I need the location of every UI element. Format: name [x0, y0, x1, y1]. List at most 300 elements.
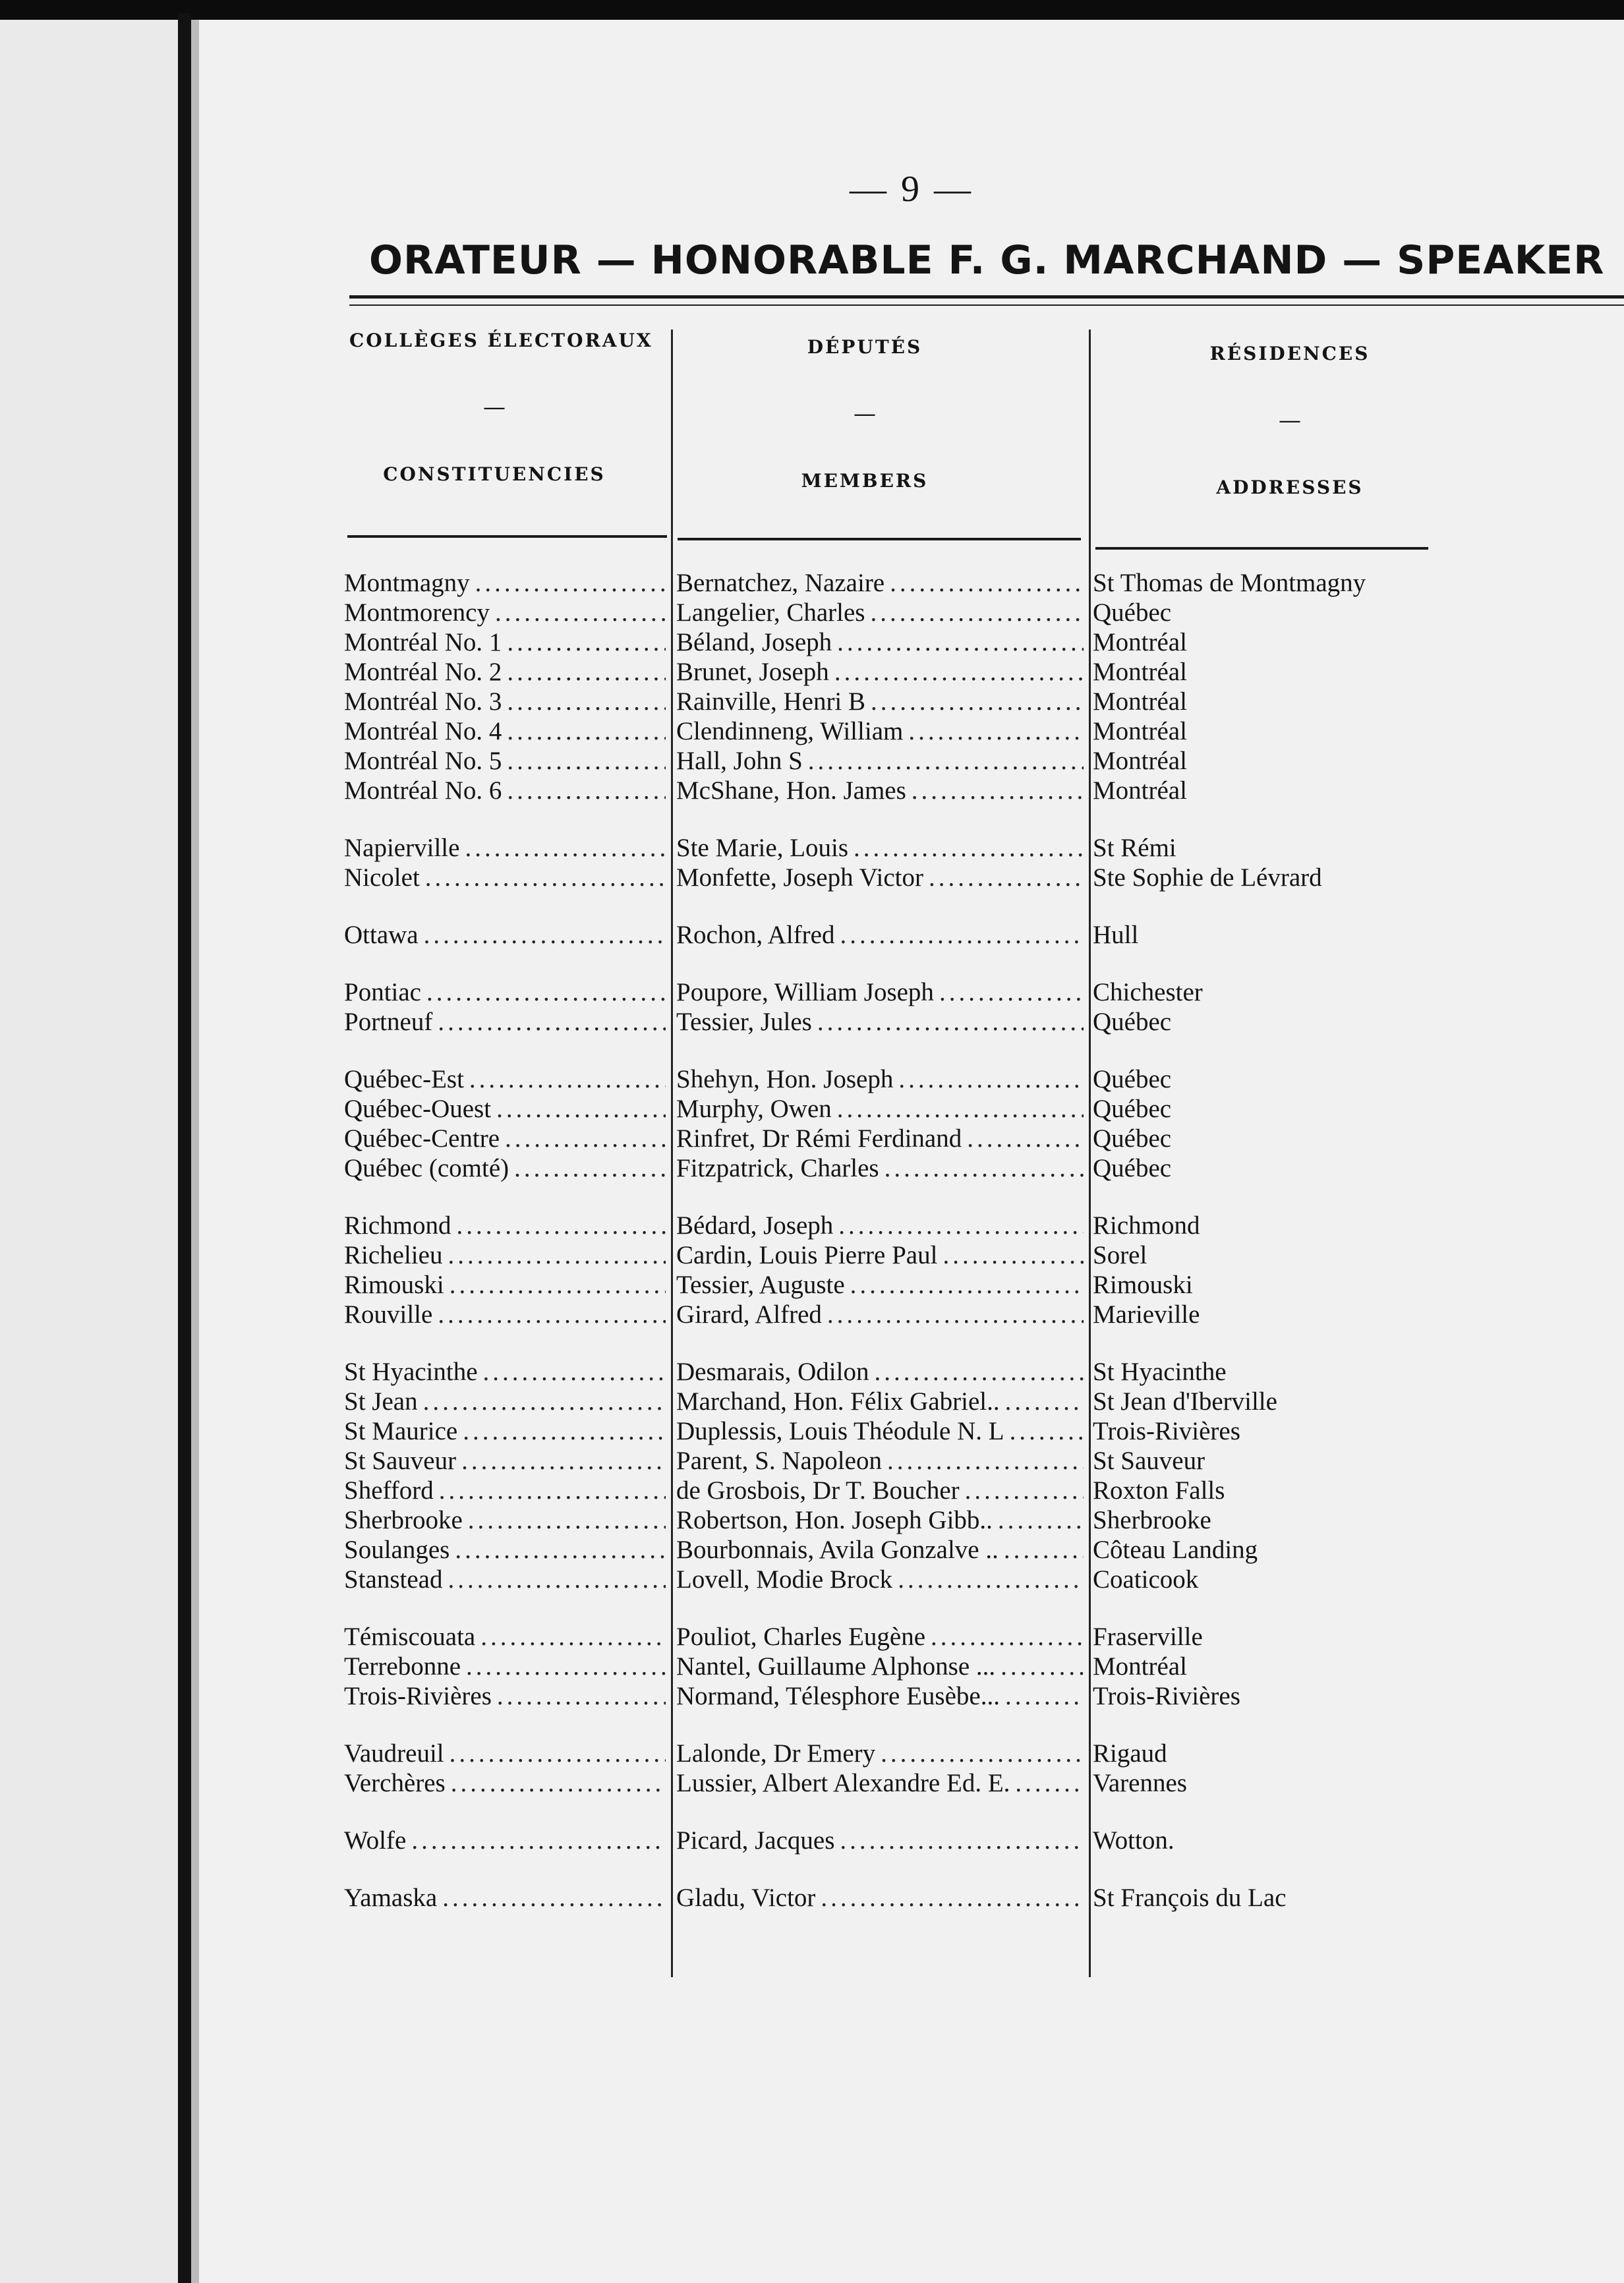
residence-cell-text: Québec — [1093, 1154, 1172, 1182]
member-cell-text: Tessier, Auguste — [676, 1271, 845, 1299]
residence-cell-text: Wotton. — [1093, 1826, 1174, 1855]
leader-dots — [507, 687, 666, 716]
residence-cell-text: St François du Lac — [1093, 1884, 1287, 1912]
constituencies-column — [344, 568, 666, 1913]
member-cell — [676, 1387, 1084, 1416]
member-cell — [676, 1357, 1084, 1387]
member-cell — [676, 1826, 1084, 1855]
residence-cell-text: Trois-Rivières — [1093, 1417, 1240, 1445]
constituency-cell — [344, 1153, 666, 1183]
header-col3-fr: RÉSIDENCES — [1209, 343, 1370, 364]
leader-dots — [871, 687, 1084, 716]
residence-cell — [1093, 1124, 1554, 1153]
residence-cell — [1093, 687, 1554, 716]
member-cell-text: Girard, Alfred — [676, 1300, 822, 1329]
residence-cell — [1093, 1270, 1554, 1300]
residence-cell-text: St Sauveur — [1093, 1447, 1205, 1475]
member-cell — [676, 1505, 1084, 1535]
constituency-cell-text: Sherbrooke — [344, 1506, 463, 1534]
member-cell — [676, 1446, 1084, 1476]
member-cell — [676, 863, 1084, 892]
residence-cell — [1093, 920, 1554, 950]
member-cell — [676, 1622, 1084, 1652]
constituency-cell — [344, 598, 666, 627]
constituency-cell — [344, 1768, 666, 1798]
leader-dots — [483, 1357, 666, 1387]
constituency-cell — [344, 1387, 666, 1416]
leader-dots — [451, 1768, 666, 1798]
group-gap — [344, 1594, 666, 1622]
members-column — [676, 568, 1084, 1913]
group-gap — [1093, 1037, 1554, 1064]
constituency-cell-text: Québec-Ouest — [344, 1095, 492, 1123]
residence-cell — [1093, 657, 1554, 687]
member-cell — [676, 1535, 1084, 1565]
leader-dots — [834, 657, 1084, 687]
constituency-cell-text: Rouville — [344, 1300, 433, 1329]
residence-cell-text: Québec — [1093, 598, 1172, 627]
constituency-cell — [344, 1883, 666, 1913]
member-cell — [676, 1124, 1084, 1153]
residence-cell — [1093, 1357, 1554, 1387]
page-title: ORATEUR — HONORABLE F. G. MARCHAND — SPEAKER — [369, 237, 1605, 283]
header-constituencies — [349, 330, 653, 485]
header-col3-en: ADDRESSES — [1216, 477, 1364, 498]
leader-dots — [998, 1505, 1084, 1535]
member-cell-text: Robertson, Hon. Joseph Gibb.. — [676, 1506, 993, 1534]
group-gap — [676, 1594, 1084, 1622]
member-cell-text: Rinfret, Dr Rémi Ferdinand — [676, 1124, 962, 1153]
member-cell — [676, 977, 1084, 1007]
residence-cell-text: St Jean d'Iberville — [1093, 1387, 1277, 1416]
constituency-cell-text: Pontiac — [344, 978, 421, 1006]
leader-dots — [438, 1300, 666, 1329]
leader-dots — [424, 920, 666, 950]
leader-dots — [450, 1739, 666, 1768]
member-cell — [676, 627, 1084, 657]
constituency-cell — [344, 687, 666, 716]
constituency-cell-text: Vaudreuil — [344, 1739, 444, 1768]
leader-dots — [898, 1565, 1084, 1594]
residence-cell — [1093, 776, 1554, 805]
group-gap — [344, 892, 666, 920]
column-divider-2 — [1089, 330, 1091, 1977]
member-cell-text: Lovell, Modie Brock — [676, 1565, 893, 1594]
header-col1-en: CONSTITUENCIES — [383, 463, 606, 485]
constituency-cell-text: Terrebonne — [344, 1652, 461, 1681]
group-gap — [344, 1855, 666, 1883]
header-col2-en: MEMBERS — [801, 470, 929, 492]
leader-dots — [468, 1505, 666, 1535]
constituency-cell-text: Montréal No. 5 — [344, 747, 502, 775]
leader-dots — [426, 977, 666, 1007]
residence-cell — [1093, 1739, 1554, 1768]
member-cell-text: Ste Marie, Louis — [676, 834, 849, 862]
member-cell-text: Fitzpatrick, Charles — [676, 1154, 879, 1182]
member-cell — [676, 1565, 1084, 1594]
header-underline-3 — [1095, 547, 1428, 550]
residence-cell — [1093, 716, 1554, 746]
leader-dots — [965, 1476, 1084, 1505]
residence-cell-text: Ste Sophie de Lévrard — [1093, 863, 1322, 892]
residence-cell — [1093, 1565, 1554, 1594]
constituency-cell — [344, 1064, 666, 1094]
leader-dots — [439, 1476, 666, 1505]
leader-dots — [463, 1416, 666, 1446]
residence-cell — [1093, 1883, 1554, 1913]
leader-dots — [480, 1622, 666, 1652]
group-gap — [1093, 1329, 1554, 1357]
residence-cell-text: St Thomas de Montmagny — [1093, 569, 1366, 597]
leader-dots — [1000, 1652, 1084, 1681]
group-gap — [344, 1037, 666, 1064]
leader-dots — [411, 1826, 666, 1855]
residence-cell-text: Trois-Rivières — [1093, 1682, 1240, 1710]
member-cell-text: Cardin, Louis Pierre Paul — [676, 1241, 938, 1269]
header-col2-fr: DÉPUTÉS — [807, 336, 923, 358]
group-gap — [344, 1329, 666, 1357]
member-cell-text: Duplessis, Louis Théodule N. L — [676, 1417, 1004, 1445]
leader-dots — [505, 1124, 666, 1153]
book-gutter — [191, 20, 199, 2283]
member-cell — [676, 716, 1084, 746]
constituency-cell-text: Témiscouata — [344, 1623, 476, 1651]
constituency-cell-text: Montmagny — [344, 569, 470, 597]
residence-cell-text: Sherbrooke — [1093, 1506, 1211, 1534]
member-cell-text: Clendinneng, William — [676, 717, 904, 745]
constituency-cell — [344, 776, 666, 805]
member-cell-text: Rochon, Alfred — [676, 921, 835, 949]
title-rule-thin — [349, 304, 1624, 306]
header-col2-sep: — — [854, 401, 876, 427]
header-col3-sep: — — [1279, 407, 1301, 434]
constituency-cell — [344, 1652, 666, 1681]
leader-dots — [887, 1446, 1084, 1476]
member-cell — [676, 833, 1084, 863]
constituency-cell — [344, 1476, 666, 1505]
leader-dots — [1015, 1768, 1084, 1798]
residence-cell — [1093, 1768, 1554, 1798]
leader-dots — [507, 657, 666, 687]
document-page — [199, 20, 1624, 2283]
constituency-cell — [344, 833, 666, 863]
constituency-cell-text: Québec-Centre — [344, 1124, 500, 1153]
member-cell-text: Langelier, Charles — [676, 598, 865, 627]
residence-cell — [1093, 1622, 1554, 1652]
residence-cell-text: Québec — [1093, 1008, 1172, 1036]
group-gap — [344, 1183, 666, 1211]
leader-dots — [461, 1446, 666, 1476]
constituency-cell — [344, 1826, 666, 1855]
member-cell — [676, 1211, 1084, 1240]
leader-dots — [884, 1153, 1084, 1183]
constituency-cell-text: Trois-Rivières — [344, 1682, 492, 1710]
residence-cell — [1093, 1094, 1554, 1124]
constituency-cell — [344, 1211, 666, 1240]
residence-cell — [1093, 863, 1554, 892]
member-cell-text: Tessier, Jules — [676, 1008, 812, 1036]
member-cell — [676, 1739, 1084, 1768]
member-cell — [676, 657, 1084, 687]
member-cell — [676, 1153, 1084, 1183]
member-cell — [676, 1007, 1084, 1037]
constituency-cell-text: Montréal No. 3 — [344, 687, 502, 716]
residence-cell — [1093, 977, 1554, 1007]
constituency-cell-text: Montréal No. 2 — [344, 658, 502, 686]
leader-dots — [450, 1270, 666, 1300]
constituency-cell — [344, 1007, 666, 1037]
leader-dots — [931, 1622, 1084, 1652]
member-cell-text: McShane, Hon. James — [676, 776, 906, 805]
group-gap — [676, 1711, 1084, 1739]
group-gap — [1093, 1711, 1554, 1739]
group-gap — [1093, 1183, 1554, 1211]
column-divider-1 — [671, 330, 673, 1977]
leader-dots — [817, 1007, 1084, 1037]
member-cell — [676, 568, 1084, 598]
constituency-cell — [344, 657, 666, 687]
residence-cell — [1093, 1300, 1554, 1329]
leader-dots — [967, 1124, 1084, 1153]
member-cell — [676, 598, 1084, 627]
leader-dots — [808, 746, 1084, 776]
leader-dots — [942, 1240, 1084, 1270]
member-cell-text: Normand, Télesphore Eusèbe... — [676, 1682, 1000, 1710]
constituency-cell-text: St Hyacinthe — [344, 1358, 478, 1386]
constituency-cell — [344, 1739, 666, 1768]
constituency-cell — [344, 627, 666, 657]
member-cell — [676, 1300, 1084, 1329]
group-gap — [1093, 805, 1554, 833]
residence-cell — [1093, 1064, 1554, 1094]
book-spine — [178, 13, 191, 2283]
constituency-cell — [344, 1300, 666, 1329]
member-cell — [676, 1240, 1084, 1270]
member-cell-text: Desmarais, Odilon — [676, 1358, 869, 1386]
constituency-cell-text: Yamaska — [344, 1884, 438, 1912]
residence-cell-text: Roxton Falls — [1093, 1476, 1225, 1505]
leader-dots — [840, 1826, 1084, 1855]
constituency-cell-text: Rimouski — [344, 1271, 444, 1299]
leader-dots — [425, 863, 666, 892]
constituency-cell-text: Montmorency — [344, 598, 490, 627]
member-cell-text: Poupore, William Joseph — [676, 978, 934, 1006]
residence-cell — [1093, 1153, 1554, 1183]
member-cell-text: Bédard, Joseph — [676, 1211, 834, 1240]
constituency-cell — [344, 1565, 666, 1594]
residence-cell-text: Hull — [1093, 921, 1139, 949]
leader-dots — [475, 568, 666, 598]
residence-cell-text: Québec — [1093, 1124, 1172, 1153]
residence-cell-text: Côteau Landing — [1093, 1536, 1258, 1564]
leader-dots — [939, 977, 1084, 1007]
leader-dots — [850, 1270, 1084, 1300]
residence-cell — [1093, 1387, 1554, 1416]
group-gap — [344, 1798, 666, 1826]
member-cell-text: Rainville, Henri B — [676, 687, 866, 716]
constituency-cell-text: Soulanges — [344, 1536, 450, 1564]
leader-dots — [854, 833, 1084, 863]
residence-cell-text: Varennes — [1093, 1769, 1187, 1797]
residence-cell-text: Montréal — [1093, 628, 1187, 656]
leader-dots — [438, 1007, 666, 1037]
group-gap — [676, 1329, 1084, 1357]
residence-cell-text: Québec — [1093, 1095, 1172, 1123]
leader-dots — [496, 1094, 666, 1124]
residence-cell — [1093, 1211, 1554, 1240]
leader-dots — [908, 716, 1084, 746]
residence-cell-text: Rimouski — [1093, 1271, 1193, 1299]
member-cell — [676, 1681, 1084, 1711]
leader-dots — [455, 1535, 666, 1565]
leader-dots — [1004, 1535, 1084, 1565]
constituency-cell — [344, 977, 666, 1007]
leader-dots — [1010, 1416, 1084, 1446]
group-gap — [344, 1711, 666, 1739]
constituency-cell — [344, 746, 666, 776]
member-cell — [676, 746, 1084, 776]
constituency-cell — [344, 1535, 666, 1565]
leader-dots — [840, 920, 1084, 950]
constituency-cell-text: Portneuf — [344, 1008, 433, 1036]
residence-cell — [1093, 568, 1554, 598]
page-number: — 9 — — [850, 169, 973, 210]
group-gap — [676, 1037, 1084, 1064]
member-cell — [676, 1094, 1084, 1124]
facing-page-edge — [0, 20, 178, 2283]
group-gap — [676, 950, 1084, 977]
group-gap — [1093, 1798, 1554, 1826]
residence-cell — [1093, 1681, 1554, 1711]
residence-cell-text: Coaticook — [1093, 1565, 1199, 1594]
member-cell — [676, 1064, 1084, 1094]
member-cell — [676, 920, 1084, 950]
member-cell-text: Pouliot, Charles Eugène — [676, 1623, 926, 1651]
member-cell-text: Bernatchez, Nazaire — [676, 569, 885, 597]
member-cell-text: Murphy, Owen — [676, 1095, 832, 1123]
leader-dots — [837, 1094, 1084, 1124]
residence-cell — [1093, 1476, 1554, 1505]
constituency-cell-text: St Maurice — [344, 1417, 458, 1445]
residence-cell — [1093, 1652, 1554, 1681]
constituency-cell-text: Montréal No. 1 — [344, 628, 502, 656]
residence-cell-text: Montréal — [1093, 658, 1187, 686]
leader-dots — [507, 776, 666, 805]
member-cell — [676, 1883, 1084, 1913]
header-residences — [1102, 343, 1478, 498]
residence-cell — [1093, 1505, 1554, 1535]
member-cell — [676, 1652, 1084, 1681]
leader-dots — [507, 746, 666, 776]
group-gap — [1093, 1594, 1554, 1622]
constituency-cell — [344, 1416, 666, 1446]
group-gap — [676, 1798, 1084, 1826]
constituency-cell — [344, 1681, 666, 1711]
residence-cell-text: Montréal — [1093, 776, 1187, 805]
member-cell-text: Picard, Jacques — [676, 1826, 835, 1855]
residence-cell-text: Richmond — [1093, 1211, 1200, 1240]
residence-cell-text: Sorel — [1093, 1241, 1147, 1269]
constituency-cell-text: St Jean — [344, 1387, 418, 1416]
constituency-cell — [344, 1124, 666, 1153]
constituency-cell-text: Richelieu — [344, 1241, 443, 1269]
residence-cell-text: Montréal — [1093, 687, 1187, 716]
leader-dots — [929, 863, 1084, 892]
leader-dots — [495, 598, 666, 627]
residence-cell — [1093, 833, 1554, 863]
constituency-cell-text: Montréal No. 4 — [344, 717, 502, 745]
constituency-cell-text: Napierville — [344, 834, 460, 862]
group-gap — [344, 805, 666, 833]
leader-dots — [448, 1565, 666, 1594]
leader-dots — [514, 1153, 666, 1183]
constituency-cell — [344, 1240, 666, 1270]
group-gap — [676, 892, 1084, 920]
constituency-cell — [344, 1270, 666, 1300]
constituency-cell — [344, 920, 666, 950]
scan-top-border — [0, 0, 1624, 20]
member-cell-text: Gladu, Victor — [676, 1884, 816, 1912]
member-cell — [676, 1476, 1084, 1505]
leader-dots — [469, 1064, 666, 1094]
residence-cell-text: Montréal — [1093, 717, 1187, 745]
constituency-cell-text: Montréal No. 6 — [344, 776, 502, 805]
member-cell — [676, 1416, 1084, 1446]
leader-dots — [448, 1240, 666, 1270]
residence-cell — [1093, 1007, 1554, 1037]
leader-dots — [827, 1300, 1084, 1329]
group-gap — [1093, 1855, 1554, 1883]
member-cell-text: Hall, John S — [676, 747, 803, 775]
constituency-cell — [344, 1446, 666, 1476]
member-cell-text: de Grosbois, Dr T. Boucher — [676, 1476, 960, 1505]
group-gap — [676, 805, 1084, 833]
constituency-cell-text: Verchères — [344, 1769, 446, 1797]
leader-dots — [507, 716, 666, 746]
leader-dots — [465, 833, 666, 863]
leader-dots — [874, 1357, 1084, 1387]
leader-dots — [870, 598, 1084, 627]
group-gap — [1093, 950, 1554, 977]
constituency-cell-text: Ottawa — [344, 921, 419, 949]
header-underline-2 — [678, 538, 1081, 540]
residence-cell — [1093, 598, 1554, 627]
residence-cell-text: Montréal — [1093, 1652, 1187, 1681]
constituency-cell-text: Richmond — [344, 1211, 451, 1240]
residence-cell-text: Chichester — [1093, 978, 1203, 1006]
member-cell — [676, 1768, 1084, 1798]
residence-cell — [1093, 627, 1554, 657]
member-cell-text: Bourbonnais, Avila Gonzalve .. — [676, 1536, 999, 1564]
member-cell — [676, 1270, 1084, 1300]
member-cell — [676, 687, 1084, 716]
leader-dots — [497, 1681, 666, 1711]
residence-cell — [1093, 1240, 1554, 1270]
leader-dots — [838, 1211, 1084, 1240]
member-cell-text: Lalonde, Dr Emery — [676, 1739, 876, 1768]
member-cell-text: Parent, S. Napoleon — [676, 1447, 882, 1475]
group-gap — [344, 950, 666, 977]
leader-dots — [1005, 1387, 1084, 1416]
leader-dots — [821, 1883, 1084, 1913]
constituency-cell — [344, 1357, 666, 1387]
constituency-cell-text: Wolfe — [344, 1826, 407, 1855]
residence-cell-text: St Hyacinthe — [1093, 1358, 1227, 1386]
member-cell-text: Brunet, Joseph — [676, 658, 829, 686]
member-cell-text: Shehyn, Hon. Joseph — [676, 1065, 894, 1093]
constituency-cell-text: Nicolet — [344, 863, 420, 892]
leader-dots — [507, 627, 666, 657]
